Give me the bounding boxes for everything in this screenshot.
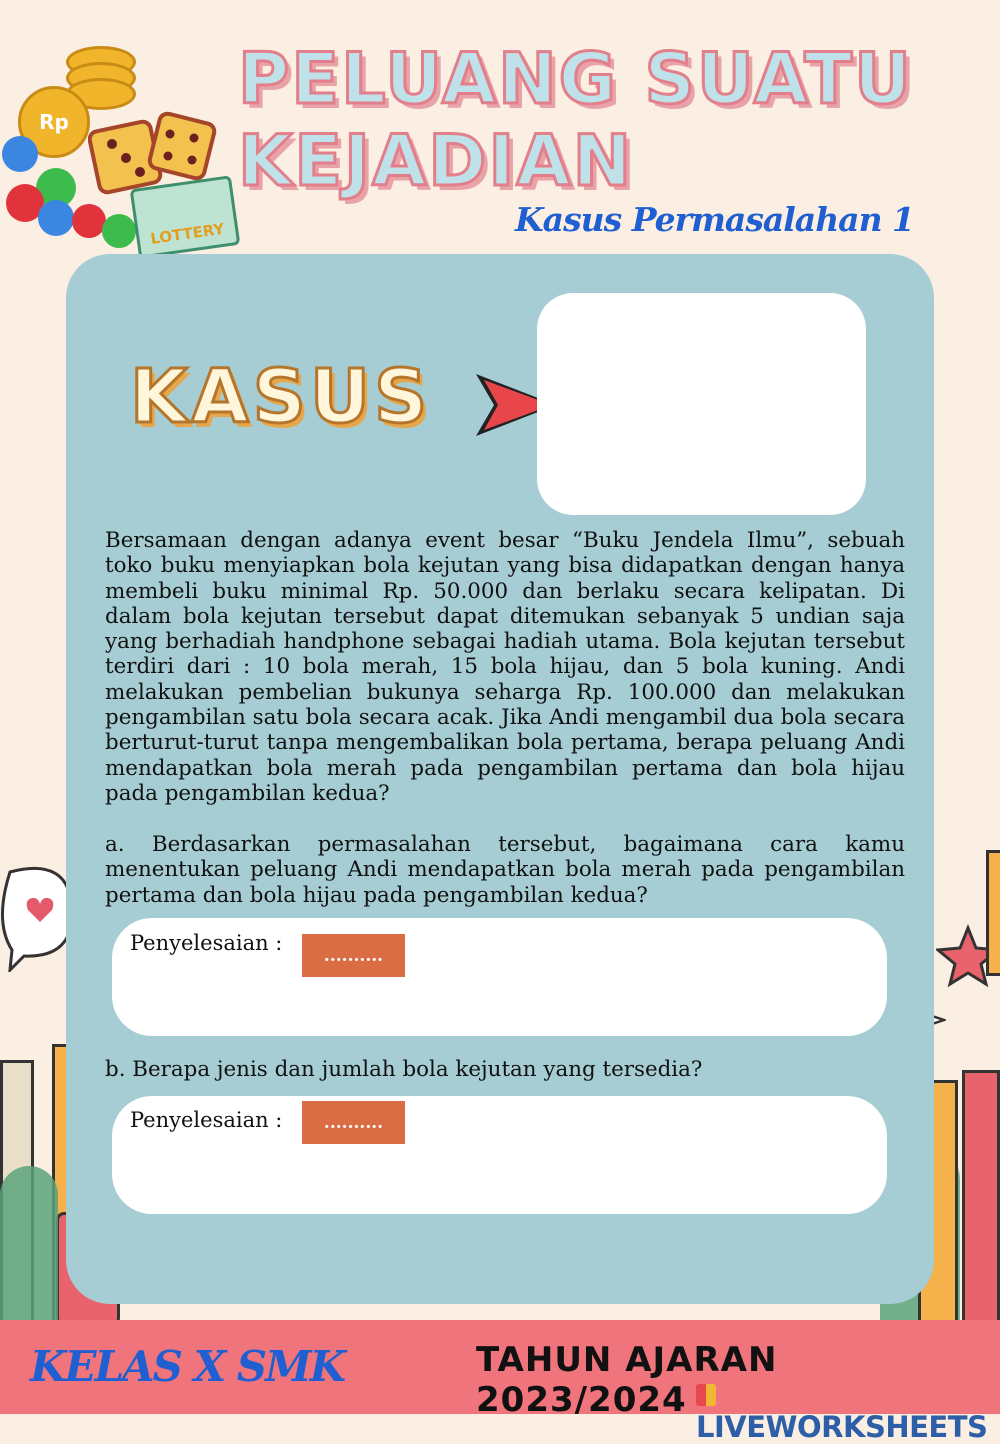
- answer-a-label: Penyelesaian :: [130, 931, 283, 955]
- liveworksheets-logo-icon: [696, 1384, 716, 1406]
- answer-a-input[interactable]: [302, 934, 405, 977]
- page-title-line2: KEJADIAN: [238, 120, 634, 202]
- case-label: KASUS: [130, 354, 432, 440]
- liveworksheets-brand: [696, 1376, 1000, 1444]
- lottery-ticket-icon: [130, 175, 241, 259]
- case-image-box: [537, 293, 866, 515]
- page-subtitle: Kasus Permasalahan 1: [515, 200, 915, 239]
- pencil-icon: [986, 850, 1000, 976]
- class-label: KELAS X SMK: [30, 1342, 345, 1391]
- coin-icon: Rp: [18, 86, 90, 158]
- page-title-line1: PELUANG SUATU: [238, 38, 913, 120]
- question-b: b. Berapa jenis dan jumlah bola kejutan yang tersedia?: [105, 1057, 703, 1082]
- answer-b-input[interactable]: [302, 1101, 405, 1144]
- case-story: Bersamaan dengan adanya event besar “Buku Jendela Ilmu”, sebuah toko buku menyiapkan bola kejutan yang bisa didapatkan dengan hanya membeli buku minimal Rp. 50.000 dan berlaku secara kelipatan. Di dalam bola kejutan tersebut dapat ditemukan sebanyak 5 undian saja yang berhadiah handphone sebagai hadiah utama. Bola kejutan tersebut terdiri dari : 10 bola merah, 15 bola hijau, dan 5 bola kuning. Andi melakukan pembelian bukunya seharga Rp. 100.000 dan melakukan pengambilan satu bola secara acak. Jika Andi mengambil dua bola secara berturut-turut tanpa mengembalikan bola pertama, berapa peluang Andi mendapatkan bola merah pada pengambilan pertama dan bola hijau pada pengambilan kedua?: [105, 528, 905, 806]
- answer-b-label: Penyelesaian :: [130, 1108, 283, 1132]
- pencil-icon: [962, 1070, 1000, 1326]
- lottery-label: LOTTERY: [149, 219, 226, 248]
- blue-ball-icon: [38, 200, 74, 236]
- green-ball-icon: [102, 214, 136, 248]
- school-year-label: TAHUN AJARAN 2023/2024: [476, 1340, 778, 1420]
- question-a: a. Berdasarkan permasalahan tersebut, bagaimana cara kamu menentukan peluang Andi mendapatkan bola merah pada pengambilan pertama dan bola hijau pada pengambilan kedua?: [105, 832, 905, 908]
- red-ball-icon: [72, 204, 106, 238]
- blue-ball-icon: [2, 136, 38, 172]
- plant-icon: [0, 1166, 58, 1320]
- liveworksheets-text: LIVEWORKSHEETS: [696, 1410, 988, 1444]
